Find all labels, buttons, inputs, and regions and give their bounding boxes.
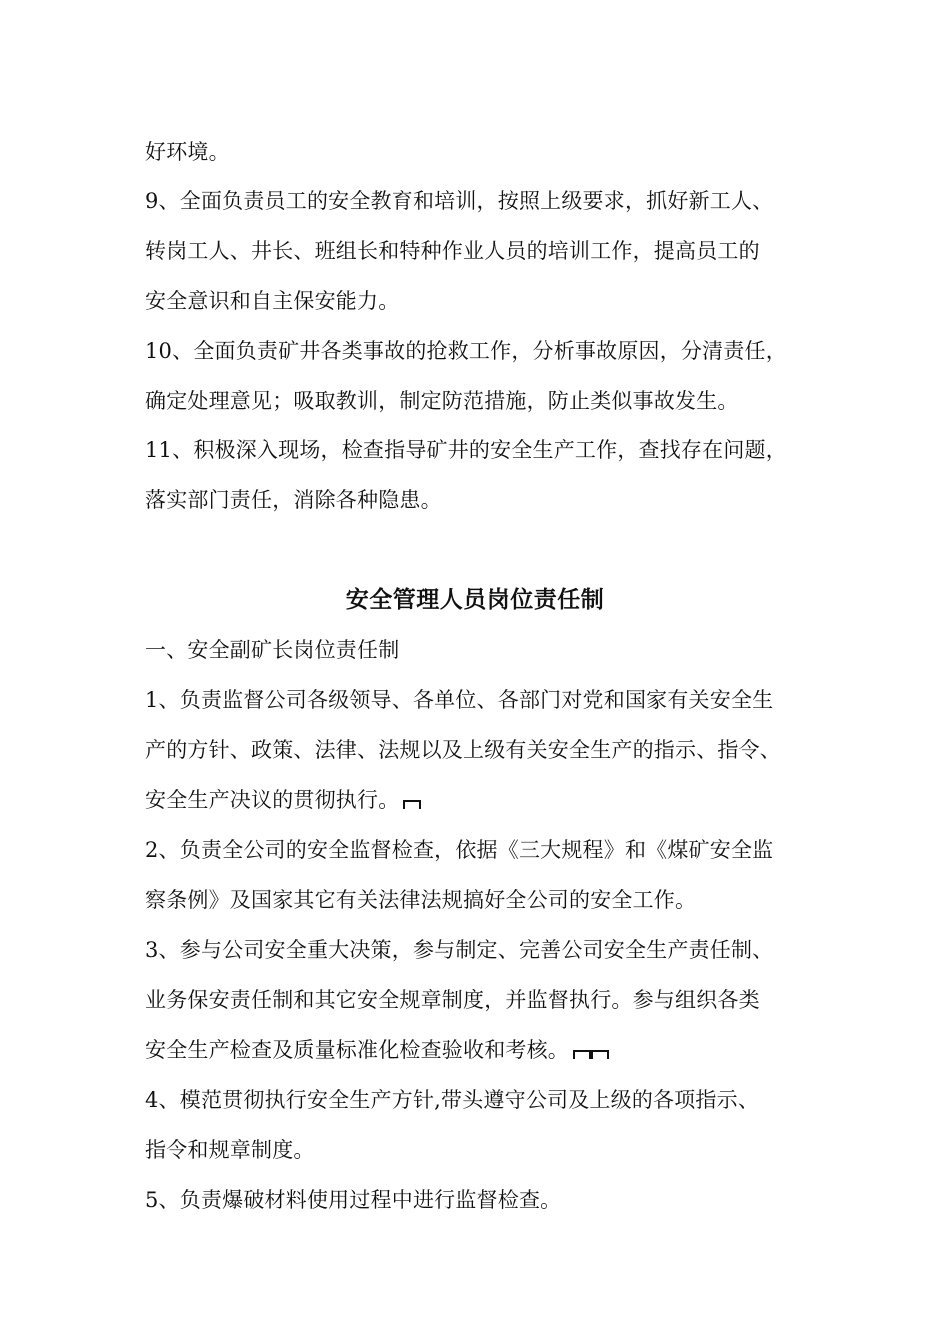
paragraph-line: 3、参与公司安全重大决策，参与制定、完善公司安全生产责任制、 <box>145 938 774 962</box>
paragraph-line: 9、全面负责员工的安全教育和培训，按照上级要求，抓好新工人、 <box>145 189 774 213</box>
paragraph-line <box>145 786 421 814</box>
paragraph-line: 察条例》及国家其它有关法律法规搞好全公司的安全工作。 <box>145 888 697 912</box>
paragraph-line: 转岗工人、井长、班组长和特种作业人员的培训工作，提高员工的 <box>145 239 760 263</box>
paragraph-line: 好环境。 <box>145 140 230 164</box>
paragraph-line: 落实部门责任，消除各种隐患。 <box>145 488 442 512</box>
paragraph-line: 10、全面负责矿井各类事故的抢救工作，分析事故原因，分清责任， <box>145 339 787 363</box>
paragraph-line: 2、负责全公司的安全监督检查，依据《三大规程》和《煤矿安全监 <box>145 838 774 862</box>
edit-mark <box>573 1050 591 1059</box>
edit-mark <box>591 1050 609 1059</box>
paragraph-line: 4、模范贯彻执行安全生产方针,带头遵守公司及上级的各项指示、 <box>145 1088 760 1112</box>
paragraph-line: 确定处理意见；吸取教训，制定防范措施，防止类似事故发生。 <box>145 389 739 413</box>
paragraph-line: 1、负责监督公司各级领导、各单位、各部门对党和国家有关安全生 <box>145 688 774 712</box>
paragraph-line: 11、积极深入现场，检查指导矿井的安全生产工作，查找存在问题， <box>145 438 787 462</box>
section-subheading: 一、安全副矿长岗位责任制 <box>145 638 400 662</box>
edit-mark <box>403 800 421 809</box>
paragraph-line: 指令和规章制度。 <box>145 1138 315 1162</box>
line-text: 安全生产决议的贯彻执行。 <box>145 788 400 812</box>
paragraph-line: 产的方针、政策、法律、法规以及上级有关安全生产的指示、指令、 <box>145 738 781 762</box>
line-text: 安全生产检查及质量标准化检查验收和考核。 <box>145 1038 569 1062</box>
paragraph-line: 5、负责爆破材料使用过程中进行监督检查。 <box>145 1188 562 1212</box>
paragraph-line <box>145 1036 609 1064</box>
section-title: 安全管理人员岗位责任制 <box>345 586 605 613</box>
paragraph-line: 业务保安责任制和其它安全规章制度，并监督执行。参与组织各类 <box>145 988 760 1012</box>
paragraph-line: 安全意识和自主保安能力。 <box>145 289 400 313</box>
